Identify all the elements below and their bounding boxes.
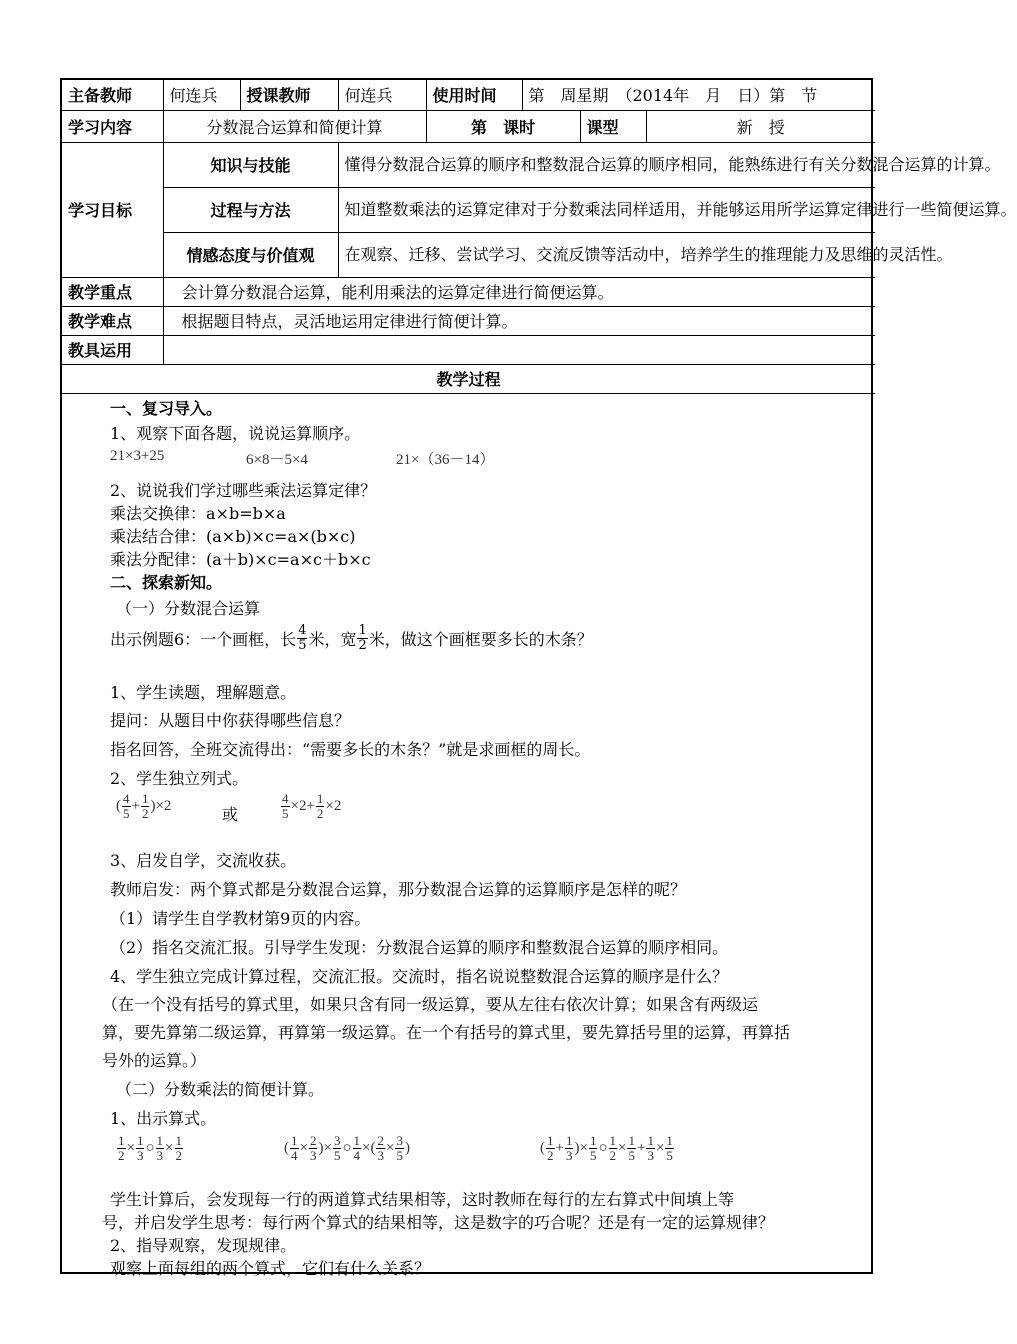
compare-row-2: ( $\frac{1}{4}$ × $\frac{2}{3}$ )× $\frac{3}{5}$ ○ $\frac{1}{4}$ ×( $\frac{2}{3}$ × $\frac{3}{5}$ ): [284, 1132, 410, 1163]
or-label: 或: [222, 804, 239, 824]
law-associative: 乘法结合律：(a×b)×c=a×(b×c): [110, 526, 356, 546]
line-self-study: 3、启发自学，交流收获。: [110, 850, 297, 870]
section-1-heading: 一、复习导入。: [110, 398, 223, 418]
tools-label: 教具运用: [62, 335, 163, 364]
example-6-part-b: 米，宽: [308, 629, 357, 649]
obj2-label: 过程与方法: [163, 187, 338, 232]
review-expr-2: 6×8－5×4: [246, 451, 308, 468]
law-commutative: 乘法交换律：a×b=b×a: [110, 503, 286, 523]
example-6-part-a: 出示例题6：一个画框，长: [110, 629, 297, 649]
review-expr-3: 21×（36－14）: [396, 451, 495, 468]
period-label: 第 课时: [426, 110, 580, 142]
time-value: 第 周星期 （2014年 月 日）第 节: [522, 80, 875, 110]
main-teacher-label: 主备教师: [62, 80, 163, 110]
obj1-text: 懂得分数混合运算的顺序和整数混合运算的顺序相同，能熟练进行有关分数混合运算的计算。: [338, 142, 875, 187]
objectives-label: 学习目标: [62, 142, 163, 277]
example-6: [110, 624, 593, 653]
line-step-4: 4、学生独立完成计算过程，交流汇报。交流时，指名说说整数混合运算的顺序是什么？: [110, 966, 729, 986]
content: 分数混合运算和简便计算: [163, 110, 426, 142]
focus-label: 教学重点: [62, 277, 163, 306]
review-line-3: 2、说说我们学过哪些乘法运算定律？: [110, 480, 377, 500]
section-2-heading: 二、探索新知。: [110, 572, 223, 592]
line-teacher-hint: 教师启发：两个算式都是分数混合运算，那分数混合运算的运算顺序是怎样的呢？: [110, 879, 687, 899]
main-teacher: 何连兵: [163, 80, 240, 110]
formula-2: $\frac{4}{5}$ ×2+ $\frac{1}{2}$ ×2: [282, 790, 342, 821]
review-line-1: 1、观察下面各题，说说运算顺序。: [110, 423, 361, 443]
lecturer-label: 授课教师: [240, 80, 338, 110]
line-discovery-1: 学生计算后，会发现每一行的两道算式结果相等，这时教师在每行的左右算式中间填上等: [110, 1189, 735, 1209]
obj3-label: 情感态度与价值观: [163, 232, 338, 277]
obj2-text: 知道整数乘法的运算定律对于分数乘法同样适用，并能够运用所学运算定律进行一些简便运算。: [338, 187, 875, 232]
compare-row-1: $\frac{1}{2}$ × $\frac{1}{3}$ ○ $\frac{1}{3}$ × $\frac{1}{2}$: [118, 1132, 182, 1163]
tools-text: [163, 335, 875, 364]
line-rule-1: （在一个没有括号的算式里，如果只含有同一级运算，要从左往右依次计算；如果含有两级运: [102, 994, 759, 1014]
line-rule-3: 号外的运算。）: [102, 1050, 207, 1070]
compare-row-3: ( $\frac{1}{2}$ + $\frac{1}{3}$ )× $\frac{1}{5}$ ○ $\frac{1}{2}$ × $\frac{1}{5}$ + $\frac{1}{3}$ × $\frac{1}{5}$: [540, 1132, 673, 1163]
line-read-problem: 1、学生读题，理解题意。: [110, 682, 297, 702]
line-discovery-2: 号，并启发学生思考：每行两个算式的结果相等，这是数字的巧合呢？还是有一定的运算规律？: [102, 1212, 775, 1232]
content-label: 学习内容: [62, 110, 163, 142]
lecturer: 何连兵: [338, 80, 426, 110]
difficulty-label: 教学难点: [62, 306, 163, 335]
header-table: [62, 80, 1017, 394]
time-label: 使用时间: [426, 80, 522, 110]
line-step-2: （2）指名交流汇报。引导学生发现：分数混合运算的顺序和整数混合运算的顺序相同。: [110, 937, 729, 957]
subsection-2: （二）分数乘法的简便计算。: [116, 1079, 325, 1099]
focus-text: 会计算分数混合运算，能利用乘法的运算定律进行简便运算。: [163, 277, 875, 306]
line-formula: 2、学生独立列式。: [110, 768, 249, 788]
formula-1: ( $\frac{4}{5}$ + $\frac{1}{2}$ )×2: [116, 790, 172, 821]
line-guide: 2、指导观察，发现规律。: [110, 1235, 297, 1255]
process-title: 教学过程: [62, 364, 875, 393]
obj1-label: 知识与技能: [163, 142, 338, 187]
type-label: 课型: [580, 110, 646, 142]
line-observe: 观察上面每组的两个算式，它们有什么关系？: [110, 1258, 431, 1278]
fraction-4-5: $\frac{4}{5}$: [298, 622, 307, 653]
line-show-formulas: 1、出示算式。: [110, 1108, 217, 1128]
subsection-1: （一）分数混合运算: [116, 598, 261, 618]
line-answer: 指名回答，全班交流得出：“需要多长的木条？”就是求画框的周长。: [110, 739, 591, 759]
line-question: 提问：从题目中你获得哪些信息？: [110, 710, 351, 730]
line-rule-2: 算，要先算第二级运算，再算第一级运算。在一个有括号的算式里，要先算括号里的运算，再算括: [102, 1022, 791, 1042]
line-step-1: （1）请学生自学教材第9页的内容。: [110, 908, 371, 928]
review-expr-1: 21×3+25: [110, 447, 165, 464]
example-6-part-c: 米，做这个画框要多长的木条？: [368, 629, 593, 649]
lesson-plan-sheet: [60, 78, 1017, 1278]
law-distributive: 乘法分配律：(a＋b)×c=a×c＋b×c: [110, 549, 371, 569]
difficulty-text: 根据题目特点，灵活地运用定律进行简便计算。: [163, 306, 875, 335]
obj3-text: 在观察、迁移、尝试学习、交流反馈等活动中，培养学生的推理能力及思维的灵活性。: [338, 232, 875, 277]
fraction-1-2: $\frac{1}{2}$: [358, 622, 367, 653]
type-value: 新 授: [646, 110, 875, 142]
